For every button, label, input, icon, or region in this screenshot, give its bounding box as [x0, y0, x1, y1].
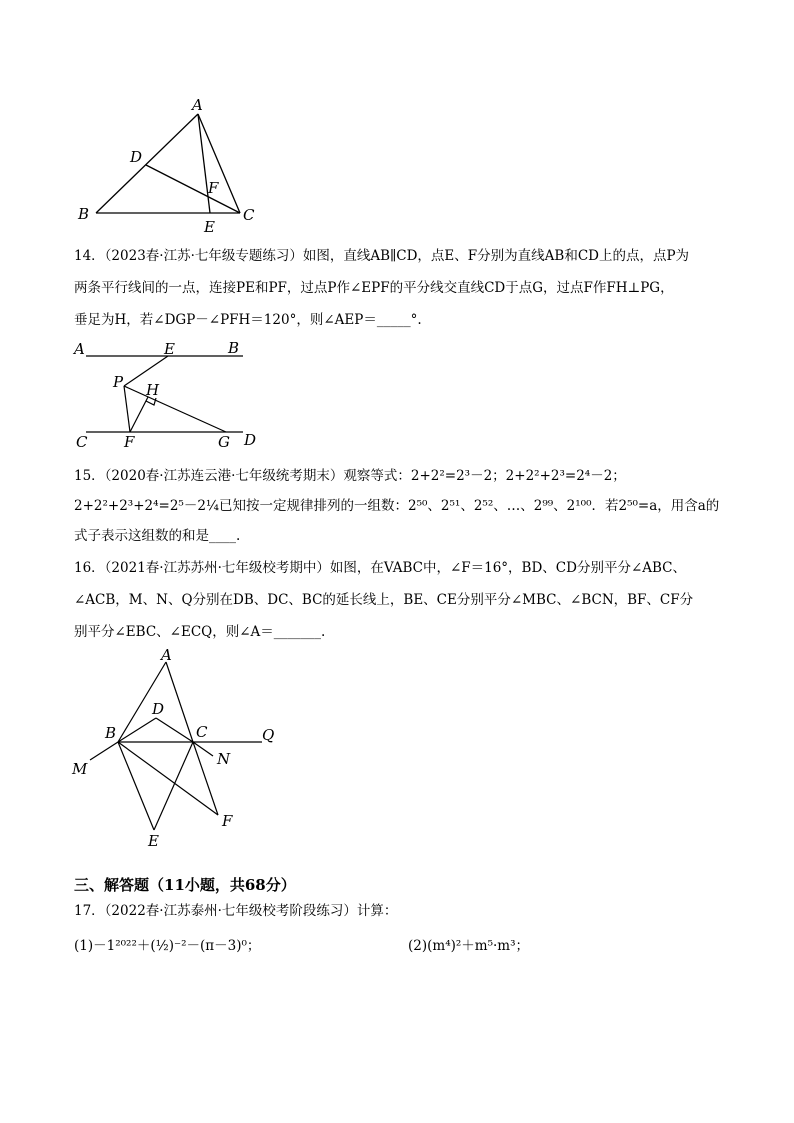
- label-g: G: [218, 433, 230, 451]
- label-n: N: [217, 750, 231, 768]
- label-a: A: [192, 96, 203, 114]
- seg-bd: [118, 718, 156, 742]
- seg-pg: [124, 386, 226, 432]
- q14-line3: 垂足为H，若∠DGP－∠PFH＝120°，则∠AEP＝_____°.: [74, 312, 422, 328]
- label-e: E: [148, 832, 159, 850]
- seg-mb: [90, 742, 118, 760]
- figure-parallel-lines: [70, 336, 270, 454]
- label-c: C: [76, 433, 88, 451]
- label-f: F: [124, 433, 135, 451]
- label-d: D: [130, 148, 143, 166]
- section-title: 三、解答题（11小题，共68分）: [74, 876, 296, 894]
- seg-ac: [166, 662, 193, 742]
- q16-line2: ∠ACB，M、N、Q分别在DB、DC、BC的延长线上，BE、CE分别平分∠MBC、∠BCN，BF、CF分: [74, 592, 694, 608]
- label-f: F: [208, 179, 219, 197]
- label-c: C: [196, 723, 208, 741]
- label-d: D: [152, 700, 165, 718]
- figure-angle-bisectors: [70, 646, 290, 856]
- label-b: B: [78, 205, 90, 223]
- label-a: A: [74, 340, 85, 358]
- label-d: D: [244, 431, 257, 449]
- q16-line1: 16．（2021春·江苏苏州·七年级校考期中）如图，在VABC中，∠F＝16°，BD、CD分别平分∠ABC、: [74, 560, 687, 576]
- label-b: B: [228, 339, 240, 357]
- label-e: E: [164, 340, 175, 358]
- seg-fh: [130, 397, 148, 432]
- label-q: Q: [262, 726, 275, 744]
- q16-line3: 别平分∠EBC、∠ECQ，则∠A＝_______.: [74, 624, 326, 640]
- q15-line3: 式子表示这组数的和是____.: [74, 528, 241, 544]
- seg-pf: [124, 386, 130, 432]
- label-a: A: [161, 646, 172, 664]
- q15-line2: 2+2²+2³+2⁴=2⁵－2¼已知按一定规律排列的一组数：2⁵⁰、2⁵¹、2⁵²、…、2⁹⁹、2¹⁰⁰．若2⁵⁰=a，用含a的: [74, 498, 720, 514]
- seg-dc: [156, 718, 193, 742]
- seg-cf: [193, 742, 218, 815]
- label-h: H: [146, 381, 160, 399]
- q15-line1: 15．（2020春·江苏连云港·七年级统考期末）观察等式：2+2²=2³－2；2+2²+2³=2⁴－2；: [74, 468, 626, 484]
- q17-part2: (2)(m⁴)²＋m⁵·m³；: [408, 938, 529, 954]
- label-e: E: [204, 218, 215, 236]
- q14-line1: 14．（2023春·江苏·七年级专题练习）如图，直线AB∥CD，点E、F分别为直线AB和CD上的点，点P为: [74, 248, 690, 264]
- q17-line1: 17．（2022春·江苏泰州·七年级校考阶段练习）计算：: [74, 903, 398, 919]
- figure-triangle-abc: [70, 92, 270, 242]
- q17-part1: (1)－1²⁰²²＋(½)⁻²－(π－3)⁰；: [74, 938, 261, 954]
- seg-ab: [96, 114, 198, 213]
- seg-dc: [146, 165, 240, 213]
- seg-ce: [154, 742, 193, 830]
- label-f: F: [222, 812, 233, 830]
- q14-line2: 两条平行线间的一点，连接PE和PF，过点P作∠EPF的平分线交直线CD于点G，过点F作FH⊥PG，: [74, 280, 674, 296]
- label-m: M: [72, 760, 88, 778]
- label-p: P: [113, 373, 124, 391]
- label-c: C: [243, 206, 255, 224]
- label-b: B: [105, 724, 117, 742]
